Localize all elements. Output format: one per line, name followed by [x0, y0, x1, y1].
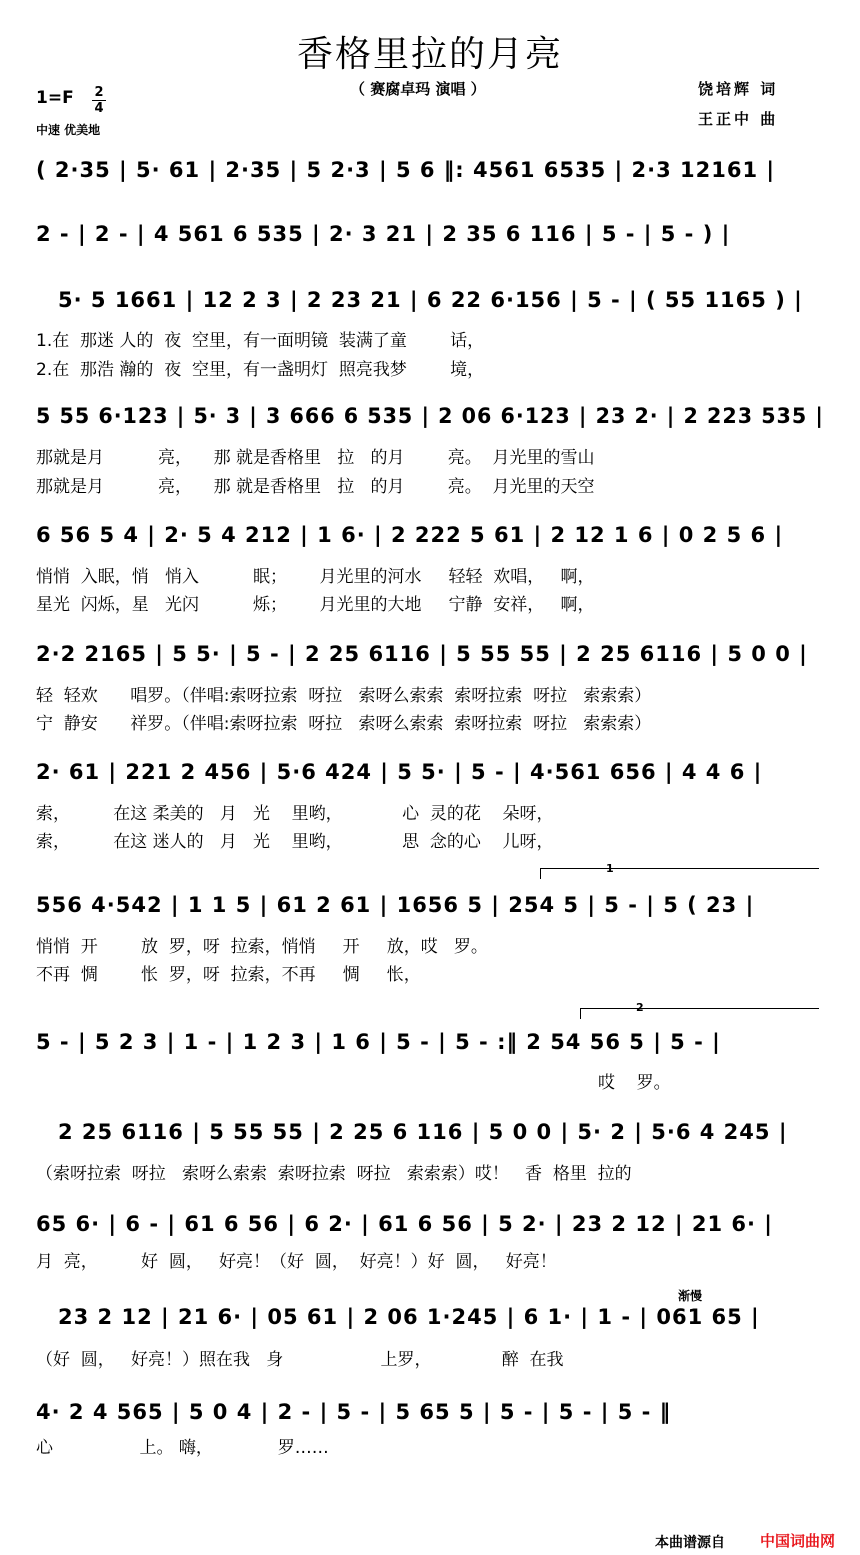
time-signature-top: 2 — [94, 85, 104, 100]
volta-1-bracket — [540, 868, 819, 879]
lyric-line-4-2: 那就是月 亮， 那 就是香格里 拉 的月 亮。 月光里的天空 — [36, 477, 595, 497]
lyric-line-7-1: 索， 在这 柔美的 月 光 里哟， 心 灵的花 朵呀， — [36, 804, 554, 824]
score-line-3: 5· 5 1661 | 12 2 3 | 2 23 21 | 6 22 6·156 | 5 - | ( 55 1165 ) | — [58, 288, 803, 312]
time-signature-bottom: 4 — [94, 101, 104, 116]
lyric-line-6-2: 宁 静安 祥罗。（伴唱:索呀拉索 呀拉 索呀么索索 索呀拉索 呀拉 索索索） — [36, 714, 652, 734]
score-line-12: 23 2 12 | 21 6· | 05 61 | 2 06 1·245 | 6 1· | 1 - | 061 65 | — [58, 1305, 760, 1329]
lyric-line-5-2: 星光 闪烁，星 光闪 烁； 月光里的大地 宁静 安祥， 啊， — [36, 595, 595, 615]
lyric-line-3-1: 1.在 那迷 人的 夜 空里，有一面明镜 装满了童 话， — [36, 331, 485, 351]
key-signature: 1=F — [36, 88, 74, 108]
lyric-line-6-1: 轻 轻欢 唱罗。（伴唱:索呀拉索 呀拉 索呀么索索 索呀拉索 呀拉 索索索） — [36, 686, 652, 706]
volta-2-label: 2 — [636, 1001, 644, 1014]
score-line-11: 65 6· | 6 - | 61 6 56 | 6 2· | 61 6 56 | 5 2· | 23 2 12 | 21 6· | — [36, 1212, 773, 1236]
lyric-line-8-1: 悄悄 开 放 罗，呀 拉索，悄悄 开 放，哎 罗。 — [36, 937, 488, 957]
lyric-line-3-2: 2.在 那浩 瀚的 夜 空里，有一盏明灯 照亮我梦 境， — [36, 360, 485, 380]
lyric-line-9-1: 哎 罗。 — [598, 1073, 671, 1093]
volta-1-label: 1 — [606, 862, 614, 875]
score-line-6: 2·2 2165 | 5 5· | 5 - | 2 25 6116 | 5 55 55 | 2 25 6116 | 5 0 0 | — [36, 642, 808, 666]
lyric-line-10-1: （索呀拉索 呀拉 索呀么索索 索呀拉索 呀拉 索索索）哎！ 香 格里 拉的 — [36, 1164, 632, 1184]
tempo-marking: 中速 优美地 — [36, 123, 101, 137]
volta-2-bracket — [580, 1008, 819, 1019]
score-line-2: 2 - | 2 - | 4 561 6 535 | 2· 3 21 | 2 35 6 116 | 5 - | 5 - ) | — [36, 222, 731, 246]
lyric-line-13-1: 心 上。 嗨， 罗…… — [36, 1438, 329, 1458]
score-line-10: 2 25 6116 | 5 55 55 | 2 25 6 116 | 5 0 0 | 5· 2 | 5·6 4 245 | — [58, 1120, 788, 1144]
score-line-7: 2· 61 | 221 2 456 | 5·6 424 | 5 5· | 5 - | 4·561 656 | 4 4 6 | — [36, 760, 763, 784]
lyricist: 饶培辉 词 — [698, 80, 779, 98]
lyric-line-7-2: 索， 在这 迷人的 月 光 里哟， 思 念的心 儿呀， — [36, 832, 554, 852]
performer: （ 赛腐卓玛 演唱 ） — [350, 80, 486, 98]
score-line-13: 4· 2 4 565 | 5 0 4 | 2 - | 5 - | 5 65 5 | 5 - | 5 - | 5 - ‖ — [36, 1400, 672, 1424]
site-logo[interactable]: 中国词曲网 — [760, 1532, 836, 1550]
lyric-line-4-1: 那就是月 亮， 那 就是香格里 拉 的月 亮。 月光里的雪山 — [36, 448, 595, 468]
ritardando-mark: 渐慢 — [678, 1289, 703, 1303]
composer: 王正中 曲 — [698, 110, 779, 128]
score-line-8: 556 4·542 | 1 1 5 | 61 2 61 | 1656 5 | 254 5 | 5 - | 5 ( 23 | — [36, 893, 755, 917]
score-line-1: ( 2·35 | 5· 61 | 2·35 | 5 2·3 | 5 6 ‖: 4561 6535 | 2·3 12161 | — [36, 158, 776, 182]
score-line-9: 5 - | 5 2 3 | 1 - | 1 2 3 | 1 6 | 5 - | 5 - :‖ 2 54 56 5 | 5 - | — [36, 1030, 721, 1054]
lyric-line-12-1: （好 圆， 好亮！）照在我 身 上罗， 醉 在我 — [36, 1350, 564, 1370]
lyric-line-8-2: 不再 惆 怅 罗，呀 拉索，不再 惆 怅， — [36, 965, 421, 985]
score-line-5: 6 56 5 4 | 2· 5 4 212 | 1 6· | 2 222 5 61 | 2 12 1 6 | 0 2 5 6 | — [36, 523, 784, 547]
lyric-line-11-1: 月 亮， 好 圆， 好亮！（好 圆， 好亮！）好 圆， 好亮！ — [36, 1252, 557, 1272]
score-line-4: 5 55 6·123 | 5· 3 | 3 666 6 535 | 2 06 6·123 | 23 2· | 2 223 535 | — [36, 404, 824, 428]
source-label: 本曲谱源自 — [655, 1535, 725, 1551]
time-signature — [92, 86, 106, 115]
lyric-line-5-1: 悄悄 入眠，悄 悄入 眠； 月光里的河水 轻轻 欢唱， 啊， — [36, 567, 595, 587]
song-title: 香格里拉的月亮 — [296, 34, 563, 75]
